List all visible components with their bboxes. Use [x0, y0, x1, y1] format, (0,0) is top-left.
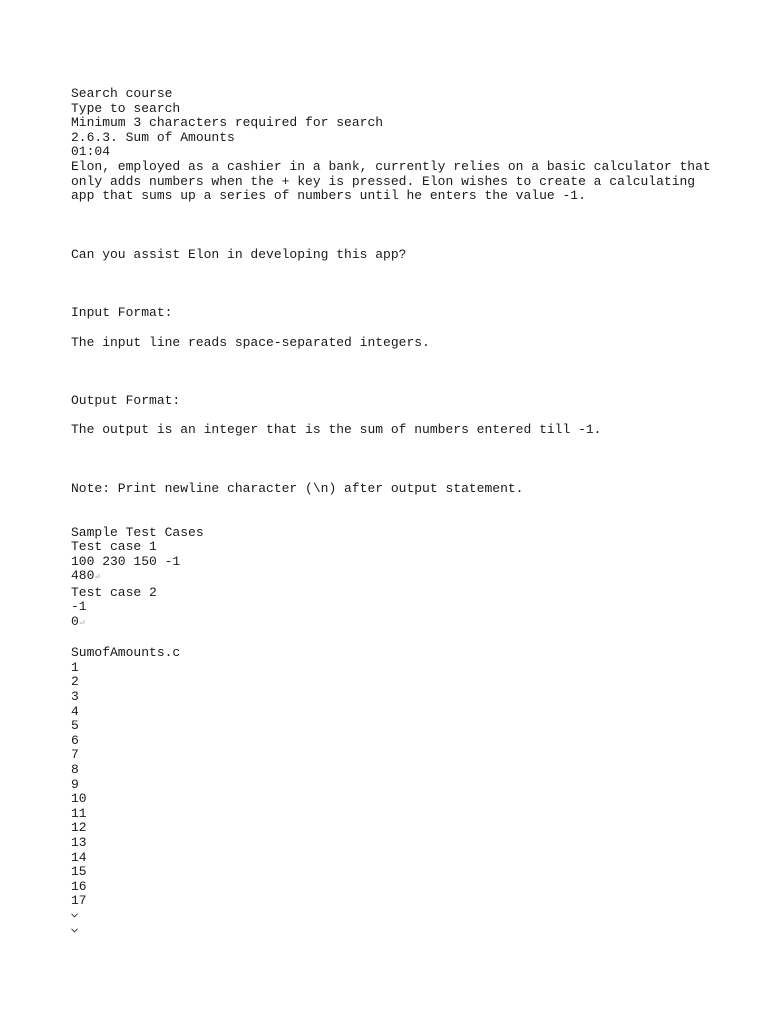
output-format-text: The output is an integer that is the sum of numbers entered till -1. — [71, 422, 602, 438]
editor-line-number: 6 — [71, 732, 79, 748]
timer: 01:04 — [71, 144, 111, 160]
test-case-output — [71, 615, 711, 632]
code-editor[interactable] — [71, 646, 711, 938]
editor-line-number: 9 — [71, 776, 79, 792]
problem-title: 2.6.3. Sum of Amounts — [71, 129, 235, 145]
editor-line-number: 4 — [71, 703, 79, 719]
test-case-label[interactable]: Test case 1 — [71, 539, 157, 555]
page-content — [71, 86, 719, 938]
search-hint: Minimum 3 characters required for search — [71, 115, 384, 131]
editor-filename-tab[interactable]: SumofAmounts.c — [71, 645, 181, 661]
editor-line-number: 1 — [71, 659, 79, 675]
test-case-label[interactable]: Test case 2 — [71, 584, 157, 600]
problem-description: Elon, employed as a cashier in a bank, currently relies on a basic calculator that only adds numbers when the + key is pressed. Elon wishes to create a calculating app that sums up a series of numbers until he enters the value -1. — [71, 158, 719, 204]
search-label: Search course — [71, 86, 173, 101]
sample-test-cases-heading: Sample Test Cases — [71, 524, 204, 540]
test-case-input: 100 230 150 -1 — [71, 553, 181, 569]
editor-line-number: 7 — [71, 747, 79, 763]
test-case-input: -1 — [71, 599, 87, 615]
editor-line-number: 11 — [71, 805, 87, 821]
search-section — [71, 87, 711, 131]
editor-line-number: 3 — [71, 689, 79, 705]
test-case-output — [71, 569, 711, 586]
chevron-down-icon[interactable] — [71, 924, 81, 939]
return-arrow-icon: ⏎ — [95, 573, 101, 583]
editor-line-number: 5 — [71, 718, 79, 734]
editor-line-number: 17 — [71, 893, 87, 909]
editor-line-number: 16 — [71, 878, 87, 894]
problem-note: Note: Print newline character (\n) after output statement. — [71, 480, 524, 496]
editor-line-number: 10 — [71, 791, 87, 807]
editor-line-number: 8 — [71, 762, 79, 777]
editor-line-number: 12 — [71, 820, 87, 836]
editor-gutter — [71, 661, 711, 909]
search-input[interactable]: Type to search — [71, 100, 181, 116]
test-case-output-value: 0 — [71, 614, 79, 630]
test-case-output-value: 480 — [71, 568, 95, 584]
editor-line-number: 2 — [71, 674, 79, 690]
input-format-text: The input line reads space-separated integers. — [71, 334, 430, 350]
problem-question: Can you assist Elon in developing this app? — [71, 246, 407, 262]
input-format-heading: Input Format: — [71, 305, 173, 321]
output-format-heading: Output Format: — [71, 393, 181, 409]
sample-test-cases — [71, 526, 711, 632]
chevron-down-icon[interactable] — [71, 909, 81, 924]
editor-line-number: 14 — [71, 849, 87, 865]
editor-line-number: 15 — [71, 864, 87, 880]
editor-line-number: 13 — [71, 834, 87, 850]
return-arrow-icon: ⏎ — [79, 619, 85, 629]
